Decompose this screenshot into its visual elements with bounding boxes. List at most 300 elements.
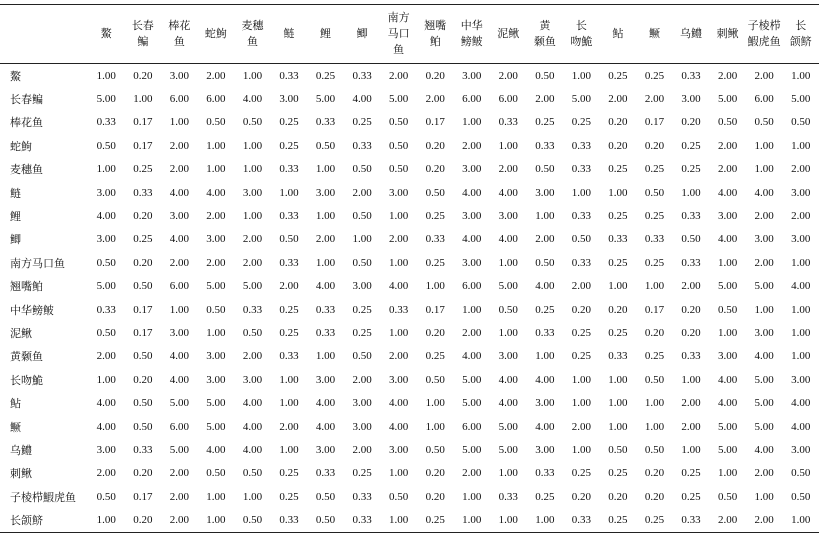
table-cell: 0.50	[133, 350, 153, 363]
row-label: 长吻鮠	[10, 374, 43, 387]
table-cell: 0.20	[425, 139, 445, 152]
table-cell: 5.00	[717, 280, 738, 293]
table-cell: 1.00	[498, 139, 518, 152]
table-cell: 2.00	[791, 210, 811, 223]
table-cell: 5.00	[498, 280, 518, 293]
table-cell: 1.00	[352, 233, 372, 246]
table-cell: 3.00	[315, 186, 336, 199]
table-cell: 2.00	[462, 326, 482, 339]
table-cell: 0.17	[133, 303, 153, 316]
table-cell: 0.50	[315, 139, 336, 152]
table-cell: 0.33	[571, 514, 591, 527]
comparison-matrix-table	[0, 4, 819, 533]
table-cell: 1.00	[608, 280, 628, 293]
table-cell: 0.20	[608, 303, 628, 316]
table-cell: 1.00	[279, 373, 299, 386]
table-cell: 1.00	[681, 186, 701, 199]
table-cell: 0.50	[96, 139, 116, 152]
table-cell: 3.00	[242, 186, 263, 199]
table-cell: 3.00	[169, 326, 189, 339]
table-cell: 1.00	[425, 397, 445, 410]
table-cell: 0.33	[571, 163, 591, 176]
table-cell: 0.25	[644, 210, 665, 223]
table-cell: 1.00	[462, 490, 482, 503]
table-cell: 4.00	[96, 397, 116, 410]
table-cell: 1.00	[754, 163, 774, 176]
row-label: 长颌鲚	[10, 515, 43, 528]
table-row	[0, 158, 819, 181]
row-label: 鳜	[10, 421, 21, 434]
column-header: 鲫	[356, 28, 368, 40]
table-cell: 0.50	[315, 490, 336, 503]
table-row	[0, 508, 819, 532]
table-cell: 2.00	[681, 280, 701, 293]
table-cell: 0.50	[206, 116, 226, 129]
table-cell: 4.00	[717, 186, 738, 199]
table-cell: 4.00	[315, 280, 336, 293]
table-cell: 6.00	[462, 280, 482, 293]
table-cell: 4.00	[206, 443, 226, 456]
table-cell: 0.50	[352, 350, 372, 363]
table-cell: 1.00	[644, 397, 665, 410]
table-row	[0, 321, 819, 344]
table-cell: 1.00	[608, 397, 628, 410]
table-cell: 2.00	[242, 256, 263, 269]
table-cell: 3.00	[96, 443, 116, 456]
table-cell: 2.00	[242, 233, 263, 246]
table-cell: 0.20	[425, 490, 445, 503]
table-cell: 0.33	[681, 350, 701, 363]
table-cell: 5.00	[242, 280, 263, 293]
table-cell: 0.25	[279, 326, 299, 339]
table-cell: 3.00	[717, 350, 738, 363]
table-cell: 2.00	[644, 93, 665, 106]
table-cell: 2.00	[169, 139, 189, 152]
table-cell: 1.00	[206, 139, 226, 152]
table-cell: 1.00	[498, 467, 518, 480]
row-label: 翘嘴鲌	[10, 281, 43, 294]
table-row	[0, 64, 819, 88]
table-cell: 2.00	[681, 420, 701, 433]
table-cell: 0.50	[644, 443, 665, 456]
table-cell: 2.00	[206, 210, 226, 223]
table-cell: 2.00	[571, 420, 591, 433]
table-cell: 0.33	[352, 139, 372, 152]
table-cell: 3.00	[535, 397, 555, 410]
table-cell: 1.00	[462, 116, 482, 129]
table-cell: 1.00	[169, 116, 189, 129]
table-cell: 4.00	[242, 93, 263, 106]
table-cell: 0.25	[133, 233, 153, 246]
table-cell: 4.00	[169, 350, 189, 363]
table-cell: 0.25	[644, 69, 665, 82]
table-cell: 4.00	[791, 280, 811, 293]
table-cell: 3.00	[169, 210, 189, 223]
table-cell: 0.33	[571, 256, 591, 269]
table-cell: 3.00	[535, 186, 555, 199]
table-cell: 1.00	[279, 186, 299, 199]
table-cell: 0.25	[315, 69, 336, 82]
table-cell: 1.00	[96, 69, 116, 82]
table-cell: 2.00	[681, 397, 701, 410]
table-cell: 3.00	[681, 93, 701, 106]
column-header: 乌鳢	[680, 28, 703, 40]
table-cell: 1.00	[389, 514, 409, 527]
table-row	[0, 298, 819, 321]
table-cell: 0.33	[352, 490, 372, 503]
table-cell: 1.00	[96, 373, 116, 386]
table-cell: 0.25	[608, 69, 628, 82]
table-cell: 4.00	[389, 280, 409, 293]
table-cell: 3.00	[352, 397, 372, 410]
table-cell: 4.00	[754, 186, 774, 199]
table-cell: 4.00	[96, 420, 116, 433]
column-header: 中华 鳑鲏	[460, 20, 483, 48]
table-cell: 0.25	[681, 467, 701, 480]
table-cell: 2.00	[717, 139, 738, 152]
table-cell: 0.50	[352, 210, 372, 223]
table-cell: 1.00	[242, 210, 263, 223]
table-cell: 0.20	[608, 116, 628, 129]
table-cell: 0.50	[96, 490, 116, 503]
table-cell: 0.17	[425, 116, 445, 129]
column-header: 长 吻鮠	[570, 20, 593, 48]
column-header: 麦穗 鱼	[241, 20, 264, 48]
table-cell: 3.00	[96, 233, 116, 246]
table-cell: 2.00	[169, 163, 189, 176]
table-cell: 2.00	[389, 233, 409, 246]
table-cell: 1.00	[535, 210, 555, 223]
table-cell: 0.25	[608, 256, 628, 269]
table-cell: 0.33	[96, 303, 116, 316]
table-cell: 0.50	[535, 69, 555, 82]
table-cell: 4.00	[352, 93, 372, 106]
table-cell: 2.00	[717, 69, 738, 82]
table-cell: 5.00	[754, 373, 774, 386]
table-cell: 2.00	[754, 210, 774, 223]
table-cell: 5.00	[389, 93, 409, 106]
table-cell: 4.00	[169, 186, 189, 199]
table-cell: 2.00	[425, 93, 445, 106]
table-cell: 1.00	[535, 350, 555, 363]
table-cell: 0.17	[133, 490, 153, 503]
table-cell: 5.00	[96, 280, 116, 293]
table-cell: 2.00	[279, 280, 299, 293]
table-cell: 0.17	[425, 303, 445, 316]
table-cell: 5.00	[206, 420, 226, 433]
row-label: 泥鳅	[10, 327, 32, 340]
table-cell: 4.00	[717, 373, 738, 386]
table-cell: 1.00	[462, 303, 482, 316]
table-cell: 0.25	[571, 326, 591, 339]
table-row	[0, 415, 819, 438]
table-cell: 1.00	[571, 186, 591, 199]
table-cell: 0.50	[644, 186, 665, 199]
table-cell: 0.33	[681, 256, 701, 269]
table-cell: 3.00	[352, 280, 372, 293]
table-cell: 0.20	[425, 326, 445, 339]
table-cell: 3.00	[754, 233, 774, 246]
table-cell: 0.25	[133, 163, 153, 176]
table-cell: 4.00	[535, 420, 555, 433]
table-cell: 2.00	[242, 350, 263, 363]
table-cell: 2.00	[754, 514, 774, 527]
column-header-row	[0, 5, 819, 64]
table-cell: 1.00	[279, 443, 299, 456]
table-cell: 0.50	[242, 514, 263, 527]
table-cell: 0.20	[133, 373, 153, 386]
table-cell: 5.00	[206, 280, 226, 293]
table-cell: 1.00	[206, 326, 226, 339]
table-cell: 0.25	[681, 490, 701, 503]
table-cell: 1.00	[754, 303, 774, 316]
corner-cell	[0, 5, 88, 64]
table-cell: 0.25	[279, 490, 299, 503]
table-row	[0, 251, 819, 274]
table-cell: 3.00	[315, 443, 336, 456]
table-cell: 0.25	[279, 116, 299, 129]
table-cell: 0.25	[352, 116, 372, 129]
table-cell: 5.00	[96, 93, 116, 106]
table-cell: 1.00	[754, 139, 774, 152]
table-cell: 1.00	[389, 326, 409, 339]
table-cell: 0.33	[279, 69, 299, 82]
table-cell: 1.00	[242, 139, 263, 152]
table-cell: 3.00	[169, 69, 189, 82]
table-cell: 1.00	[681, 443, 701, 456]
table-cell: 5.00	[571, 93, 591, 106]
table-cell: 4.00	[791, 397, 811, 410]
table-cell: 4.00	[717, 397, 738, 410]
table-cell: 3.00	[754, 326, 774, 339]
table-cell: 1.00	[498, 514, 518, 527]
table-cell: 0.25	[608, 326, 628, 339]
table-cell: 3.00	[791, 233, 811, 246]
table-cell: 0.25	[425, 256, 445, 269]
table-row	[0, 275, 819, 298]
table-cell: 4.00	[535, 280, 555, 293]
table-cell: 0.25	[681, 139, 701, 152]
table-cell: 2.00	[754, 69, 774, 82]
table-cell: 4.00	[242, 420, 263, 433]
table-cell: 2.00	[717, 514, 738, 527]
table-cell: 1.00	[791, 139, 811, 152]
table-cell: 2.00	[279, 420, 299, 433]
table-cell: 3.00	[791, 443, 811, 456]
table-cell: 0.33	[681, 514, 701, 527]
table-row	[0, 228, 819, 251]
table-cell: 0.33	[608, 233, 628, 246]
table-cell: 0.25	[608, 210, 628, 223]
table-cell: 0.20	[681, 116, 701, 129]
table-cell: 1.00	[754, 490, 774, 503]
table-cell: 5.00	[717, 443, 738, 456]
table-cell: 0.50	[242, 116, 263, 129]
table-cell: 0.20	[133, 467, 153, 480]
table-cell: 1.00	[315, 350, 336, 363]
table-cell: 1.00	[389, 256, 409, 269]
table-cell: 1.00	[315, 256, 336, 269]
table-cell: 1.00	[462, 514, 482, 527]
table-cell: 1.00	[279, 397, 299, 410]
table-cell: 0.20	[644, 139, 665, 152]
table-cell: 4.00	[315, 397, 336, 410]
row-label: 刺鳅	[10, 468, 32, 481]
table-cell: 0.33	[315, 116, 336, 129]
table-cell: 3.00	[535, 443, 555, 456]
table-cell: 2.00	[352, 373, 372, 386]
table-cell: 6.00	[169, 420, 189, 433]
table-cell: 1.00	[791, 514, 811, 527]
table-row	[0, 438, 819, 461]
table-cell: 0.25	[571, 116, 591, 129]
table-cell: 0.33	[352, 514, 372, 527]
table-cell: 0.33	[279, 350, 299, 363]
table-cell: 2.00	[498, 163, 518, 176]
table-cell: 0.25	[425, 210, 445, 223]
table-cell: 6.00	[462, 93, 482, 106]
table-cell: 0.17	[133, 139, 153, 152]
table-cell: 0.33	[535, 467, 555, 480]
table-row	[0, 391, 819, 414]
table-cell: 2.00	[315, 233, 336, 246]
table-cell: 0.33	[279, 514, 299, 527]
table-cell: 0.25	[279, 467, 299, 480]
table-cell: 0.50	[425, 373, 445, 386]
table-cell: 0.25	[425, 350, 445, 363]
table-cell: 3.00	[96, 186, 116, 199]
table-cell: 0.25	[352, 303, 372, 316]
table-cell: 5.00	[754, 280, 774, 293]
table-cell: 5.00	[462, 443, 482, 456]
table-cell: 4.00	[169, 373, 189, 386]
table-cell: 0.50	[791, 467, 811, 480]
table-cell: 0.33	[535, 326, 555, 339]
table-cell: 4.00	[242, 397, 263, 410]
row-label: 南方马口鱼	[10, 257, 65, 270]
row-label: 长春鳊	[10, 94, 43, 107]
table-cell: 0.50	[133, 420, 153, 433]
table-cell: 0.33	[279, 163, 299, 176]
table-cell: 0.50	[644, 373, 665, 386]
table-cell: 5.00	[498, 420, 518, 433]
table-cell: 1.00	[644, 420, 665, 433]
table-cell: 3.00	[462, 163, 482, 176]
table-cell: 0.50	[535, 163, 555, 176]
table-cell: 1.00	[315, 163, 336, 176]
table-cell: 0.25	[571, 467, 591, 480]
table-cell: 0.20	[571, 490, 591, 503]
table-cell: 0.33	[315, 467, 336, 480]
table-cell: 0.25	[571, 350, 591, 363]
table-cell: 1.00	[791, 326, 811, 339]
table-cell: 3.00	[462, 69, 482, 82]
table-cell: 2.00	[96, 350, 116, 363]
table-cell: 0.50	[242, 326, 263, 339]
table-cell: 4.00	[535, 373, 555, 386]
table-cell: 0.50	[681, 233, 701, 246]
table-cell: 1.00	[608, 186, 628, 199]
table-cell: 3.00	[389, 186, 409, 199]
column-header: 鲤	[320, 28, 332, 40]
table-cell: 0.50	[242, 467, 263, 480]
table-cell: 1.00	[96, 514, 116, 527]
table-cell: 0.20	[133, 69, 153, 82]
column-header: 刺鳅	[716, 28, 739, 40]
table-cell: 5.00	[462, 373, 482, 386]
table-cell: 0.20	[425, 163, 445, 176]
matrix-body	[0, 64, 819, 533]
table-cell: 3.00	[462, 256, 482, 269]
table-cell: 4.00	[389, 420, 409, 433]
table-cell: 3.00	[389, 443, 409, 456]
table-cell: 1.00	[571, 443, 591, 456]
table-cell: 1.00	[206, 514, 226, 527]
table-cell: 0.50	[791, 490, 811, 503]
table-row	[0, 134, 819, 157]
table-cell: 4.00	[206, 186, 226, 199]
table-cell: 3.00	[206, 350, 226, 363]
table-cell: 0.25	[608, 163, 628, 176]
table-cell: 1.00	[96, 163, 116, 176]
table-cell: 3.00	[498, 210, 518, 223]
table-cell: 2.00	[498, 69, 518, 82]
table-cell: 4.00	[389, 397, 409, 410]
table-cell: 0.33	[498, 490, 518, 503]
table-row	[0, 204, 819, 227]
row-label: 黄颡鱼	[10, 351, 43, 364]
table-cell: 0.33	[242, 303, 263, 316]
table-cell: 4.00	[791, 420, 811, 433]
table-cell: 2.00	[535, 233, 555, 246]
table-cell: 0.33	[133, 443, 153, 456]
row-label: 鰲	[10, 70, 21, 83]
table-cell: 0.25	[352, 467, 372, 480]
table-cell: 0.33	[571, 210, 591, 223]
table-cell: 0.50	[206, 303, 226, 316]
table-row	[0, 345, 819, 368]
table-cell: 0.20	[571, 303, 591, 316]
table-cell: 1.00	[571, 69, 591, 82]
table-cell: 6.00	[169, 93, 189, 106]
table-cell: 0.25	[279, 303, 299, 316]
table-cell: 5.00	[169, 397, 189, 410]
table-cell: 3.00	[279, 93, 299, 106]
row-label: 鲇	[10, 398, 21, 411]
table-cell: 2.00	[352, 186, 372, 199]
row-label: 子棱栉鰕虎鱼	[10, 491, 76, 504]
table-cell: 1.00	[498, 326, 518, 339]
table-cell: 0.33	[315, 303, 336, 316]
table-cell: 0.50	[608, 443, 628, 456]
table-cell: 2.00	[169, 256, 189, 269]
table-cell: 0.20	[133, 514, 153, 527]
table-cell: 2.00	[96, 467, 116, 480]
table-cell: 2.00	[462, 467, 482, 480]
row-label: 鲢	[10, 187, 21, 200]
table-cell: 1.00	[206, 490, 226, 503]
table-row	[0, 462, 819, 485]
table-cell: 6.00	[206, 93, 226, 106]
table-cell: 3.00	[498, 350, 518, 363]
table-cell: 0.33	[389, 303, 409, 316]
table-cell: 0.25	[644, 256, 665, 269]
table-cell: 4.00	[498, 186, 518, 199]
table-cell: 0.50	[425, 186, 445, 199]
table-cell: 0.25	[425, 514, 445, 527]
table-cell: 0.25	[681, 163, 701, 176]
table-cell: 1.00	[389, 210, 409, 223]
